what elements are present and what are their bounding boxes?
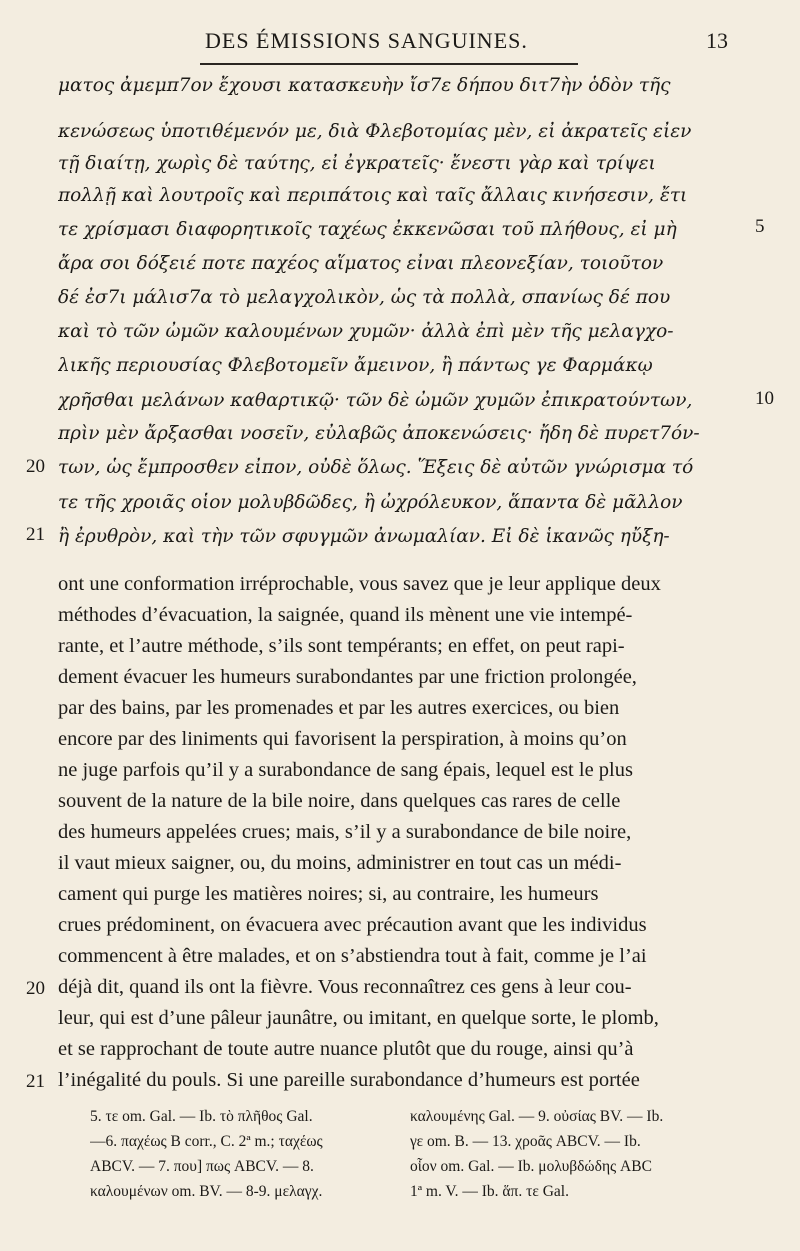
apparatus-note: 1ª m. V. — Ib. ἅπ. τε Gal. [410, 1183, 569, 1200]
french-line: commencent à être malades, et on s’abstiendra tout à fait, comme je l’ai [58, 945, 647, 967]
greek-line: κενώσεως ὑποτιθέμενόν με, διὰ Φλεβοτομίας μὲν, εἰ ἀκρατεῖς εἶεν [58, 121, 692, 142]
running-title: DES ÉMISSIONS SANGUINES. [205, 28, 528, 53]
line-number: 5 [755, 216, 765, 237]
french-line: rante, et l’autre méthode, s’ils sont tempérants; en effet, on peut rapi- [58, 635, 625, 657]
greek-line: ματος ἀμεμπ7ον ἔχουσι κατασκευὴν ἴσ7ε δήπου διτ7ὴν ὁδὸν τῆς [58, 75, 671, 96]
greek-line: χρῆσθαι μελάνων καθαρτικῷ· τῶν δὲ ὠμῶν χυμῶν ἐπικρατούντων, [58, 390, 693, 411]
greek-line: καὶ τὸ τῶν ὠμῶν καλουμένων χυμῶν· ἀλλὰ ἐπὶ μὲν τῆς μελαγχο- [58, 321, 674, 342]
french-line: souvent de la nature de la bile noire, dans quelques cas rares de celle [58, 790, 621, 812]
french-line: encore par des liniments qui favorisent la perspiration, à moins qu’on [58, 728, 627, 750]
greek-line: ἄρα σοι δόξειέ ποτε παχέος αἵματος εἶναι πλεονεξίαν, τοιοῦτον [58, 253, 664, 274]
greek-line: τε τῆς χροιᾶς οἷον μολυβδῶδες, ἢ ὠχρόλευκον, ἅπαντα δὲ μᾶλλον [58, 492, 683, 513]
french-line: ont une conformation irréprochable, vous savez que je leur applique deux [58, 573, 661, 595]
greek-line: πρὶν μὲν ἄρξασθαι νοσεῖν, εὐλαβῶς ἀποκενώσεις· ἤδη δὲ πυρετ7όν- [58, 423, 700, 444]
apparatus-note: καλουμένης Gal. — 9. οὐσίας BV. — Ib. [410, 1108, 664, 1125]
greek-line: ἢ ἐρυθρὸν, καὶ τὴν τῶν σφυγμῶν ἀνωμαλίαν. Εἰ δὲ ἱκανῶς ηὔξη- [58, 526, 670, 547]
french-line: ne juge parfois qu’il y a surabondance de sang épais, lequel est le plus [58, 759, 633, 781]
french-line: dement évacuer les humeurs surabondantes par une friction prolongée, [58, 666, 637, 688]
page-number: 13 [706, 28, 728, 53]
french-line: crues prédominent, on évacuera avec précaution avant que les individus [58, 914, 647, 936]
french-line: l’inégalité du pouls. Si une pareille surabondance d’humeurs est portée [58, 1069, 640, 1091]
line-number: 10 [755, 388, 774, 409]
french-line: et se rapprochant de toute autre nuance plutôt que du rouge, ainsi qu’à [58, 1038, 634, 1060]
greek-line: λικῆς περιουσίας Φλεβοτομεῖν ἄμεινον, ἢ πάντως γε Φαρμάκῳ [58, 355, 653, 376]
apparatus-note: καλουμένων om. BV. — 8-9. μελαγχ. [90, 1183, 323, 1200]
line-number: 20 [26, 456, 45, 477]
greek-line: τῇ διαίτῃ, χωρὶς δὲ ταύτης, εἰ ἐγκρατεῖς· ἔνεστι γὰρ καὶ τρίψει [58, 153, 656, 174]
greek-line: των, ὡς ἔμπροσθεν εἶπον, οὐδὲ ὅλως. Ἕξεις δὲ αὐτῶν γνώρισμα τό [58, 457, 694, 478]
greek-line: τε χρίσμασι διαφορητικοῖς ταχέως ἐκκενῶσαι τοῦ πλήθους, εἰ μὴ [58, 219, 677, 240]
french-line: il vaut mieux saigner, ou, du moins, administrer en tout cas un médi- [58, 852, 622, 874]
line-number: 21 [26, 1071, 45, 1092]
greek-line: δέ ἐσ7ι μάλισ7α τὸ μελαγχολικὸν, ὡς τὰ πολλὰ, σπανίως δέ που [58, 287, 671, 308]
french-line: cament qui purge les matières noires; si, au contraire, les humeurs [58, 883, 599, 905]
line-number: 21 [26, 524, 45, 545]
french-line: leur, qui est d’une pâleur jaunâtre, ou imitant, en quelque sorte, le plomb, [58, 1007, 659, 1029]
header-rule [200, 63, 578, 65]
french-line: des humeurs appelées crues; mais, s’il y a surabondance de bile noire, [58, 821, 632, 843]
greek-line: πολλῇ καὶ λουτροῖς καὶ περιπάτοις καὶ ταῖς ἄλλαις κινήσεσιν, ἔτι [58, 185, 688, 206]
apparatus-note: 5. τε om. Gal. — Ib. τὸ πλῆθος Gal. [90, 1108, 313, 1125]
french-line: méthodes d’évacuation, la saignée, quand ils mènent une vie intempé- [58, 604, 633, 626]
french-line: déjà dit, quand ils ont la fièvre. Vous reconnaîtrez ces gens à leur cou- [58, 976, 632, 998]
french-line: par des bains, par les promenades et par les autres exercices, ou bien [58, 697, 620, 719]
line-number: 20 [26, 978, 45, 999]
apparatus-note: —6. παχέως B corr., C. 2ª m.; ταχέως [90, 1133, 323, 1150]
apparatus-note: οἷον om. Gal. — Ib. μολυβδώδης ABC [410, 1158, 652, 1175]
apparatus-note: ABCV. — 7. που] πως ABCV. — 8. [90, 1158, 314, 1175]
apparatus-note: γε om. B. — 13. χροᾶς ABCV. — Ib. [410, 1133, 641, 1150]
page-header [0, 28, 800, 58]
